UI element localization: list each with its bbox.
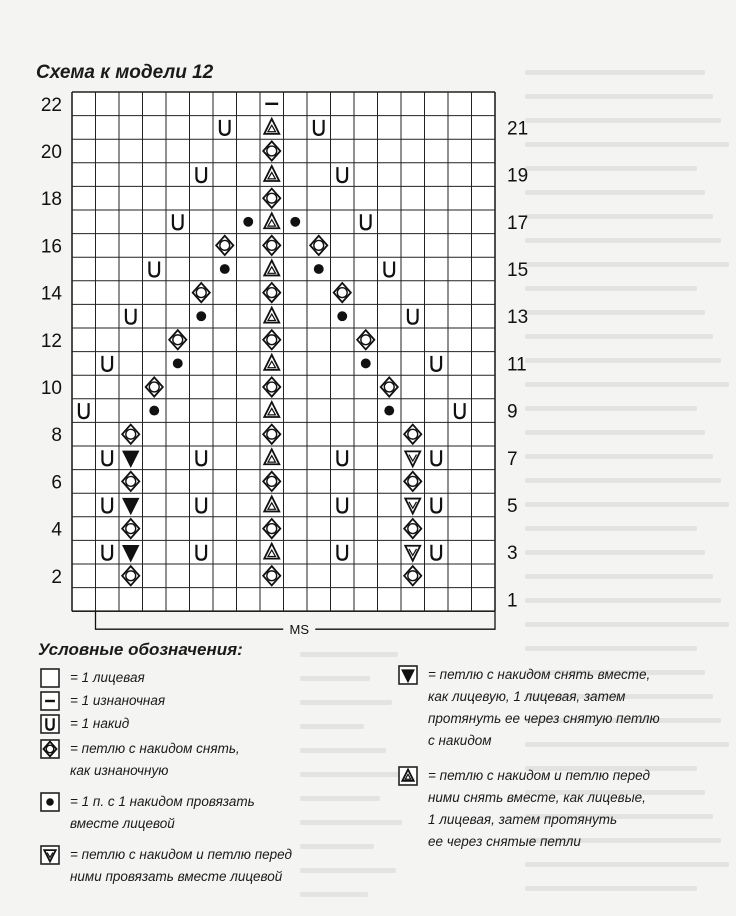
stitch-symbol-dot <box>41 793 59 811</box>
row-number-left: 6 <box>51 472 62 494</box>
row-number-right: 7 <box>507 448 518 470</box>
stitch-symbol-dot <box>149 406 159 416</box>
row-number-right: 5 <box>507 496 518 517</box>
stitch-symbol-dot <box>314 264 324 274</box>
legend-item-vtri <box>40 844 370 888</box>
legend-text-line: как изнаночную <box>70 763 169 778</box>
row-number-right: 11 <box>507 354 527 376</box>
stitch-symbol-dot <box>337 311 347 321</box>
legend-text-line: = петлю с накидом и петлю перед <box>70 847 292 862</box>
legend-item-dash <box>40 690 370 712</box>
legend-text-line: = 1 изнаночная <box>70 693 166 708</box>
row-number-left: 20 <box>40 142 62 163</box>
row-number-right: 9 <box>507 401 518 423</box>
legend-text-line: протянуть ее через снятую петлю <box>428 711 660 726</box>
legend-symbol-dash <box>40 691 60 711</box>
row-number-right: 1 <box>507 590 518 612</box>
stitch-symbol-vtri <box>41 846 59 864</box>
knit-together-dot <box>361 358 371 368</box>
legend-symbol-blank <box>40 668 60 688</box>
row-number-left: 18 <box>40 189 62 211</box>
legend-text-line: = петлю с накидом снять вместе, <box>428 667 651 682</box>
legend-text-line: = петлю с накидом и петлю перед <box>428 768 650 783</box>
row-number-right: 13 <box>507 307 529 329</box>
stitch-symbol-dot <box>196 311 206 321</box>
knit-together-dot <box>290 217 300 227</box>
legend-text-line: ее через снятые петли <box>428 834 581 849</box>
knit-together-dot <box>220 264 230 274</box>
knit-together-dot <box>196 311 206 321</box>
legend-text-line: = 1 лицевая <box>70 670 145 685</box>
legend-item-U <box>40 713 370 735</box>
stitch-symbol-dot <box>384 406 394 416</box>
row-number-right: 15 <box>507 260 529 281</box>
knit-together-dot <box>46 798 54 806</box>
row-number-left: 4 <box>51 519 62 541</box>
knit-together-dot <box>384 406 394 416</box>
knit-together-dot <box>243 217 253 227</box>
stitch-symbol-dia <box>41 740 59 758</box>
legend-text-line: = 1 п. с 1 накидом провязать <box>70 794 255 809</box>
legend-item-tri <box>398 765 708 853</box>
chart-title: Схема к модели 12 <box>36 62 214 83</box>
legend-text-line: ними провязать вместе лицевой <box>70 869 283 884</box>
knit-together-dot <box>173 358 183 368</box>
row-number-left: 16 <box>40 236 62 258</box>
knit-together-dot <box>337 311 347 321</box>
row-number-left: 12 <box>40 330 62 352</box>
legend-symbol-dia <box>40 739 60 759</box>
legend-symbol-tri <box>398 766 418 786</box>
legend-item-dot <box>40 791 370 835</box>
legend-symbol-U <box>40 714 60 734</box>
row-number-right: 3 <box>507 543 518 565</box>
legend-text-line: = петлю с накидом снять, <box>70 741 240 756</box>
stitch-symbol-dot <box>290 217 300 227</box>
legend-text-line: вместе лицевой <box>70 816 175 831</box>
row-number-right: 19 <box>507 165 529 187</box>
row-number-left: 22 <box>40 94 62 116</box>
legend-text-line: ними снять вместе, как лицевые, <box>428 790 646 805</box>
legend-title: Условные обозначения: <box>38 640 243 659</box>
stitch-symbol-dot <box>243 217 253 227</box>
stitch-symbol-dash <box>41 692 59 710</box>
legend-item-dia <box>40 738 370 782</box>
legend-text-line: как лицевую, 1 лицевая, затем <box>428 689 626 704</box>
row-number-right: 17 <box>507 212 529 234</box>
stitch-symbol-blank <box>41 669 59 687</box>
stitch-symbol-tri <box>399 767 417 785</box>
legend-text-line: 1 лицевая, затем протянуть <box>428 812 618 827</box>
knit-together-dot <box>314 264 324 274</box>
stitch-symbol-U <box>41 715 59 733</box>
stitch-symbol-dot <box>361 358 371 368</box>
repeat-label-ms: MS <box>289 622 309 638</box>
repeat-bracket <box>96 611 496 638</box>
legend-symbol-dot <box>40 792 60 812</box>
symbol-box <box>41 669 59 687</box>
row-number-left: 10 <box>40 378 62 399</box>
row-number-left: 14 <box>40 283 62 305</box>
stitch-symbol-dot <box>173 358 183 368</box>
legend-item-btri <box>398 664 708 752</box>
row-number-left: 2 <box>51 566 62 588</box>
legend-symbol-vtri <box>40 845 60 865</box>
legend-item-blank <box>40 667 370 689</box>
legend-text-line: = 1 накид <box>70 716 130 731</box>
stitch-symbol-btri <box>399 666 417 684</box>
knit-together-dot <box>149 406 159 416</box>
row-number-right: 21 <box>507 118 529 140</box>
legend-text-line: с накидом <box>428 733 492 748</box>
row-number-left: 8 <box>51 425 62 447</box>
legend-symbol-btri <box>398 665 418 685</box>
stitch-symbol-dot <box>220 264 230 274</box>
